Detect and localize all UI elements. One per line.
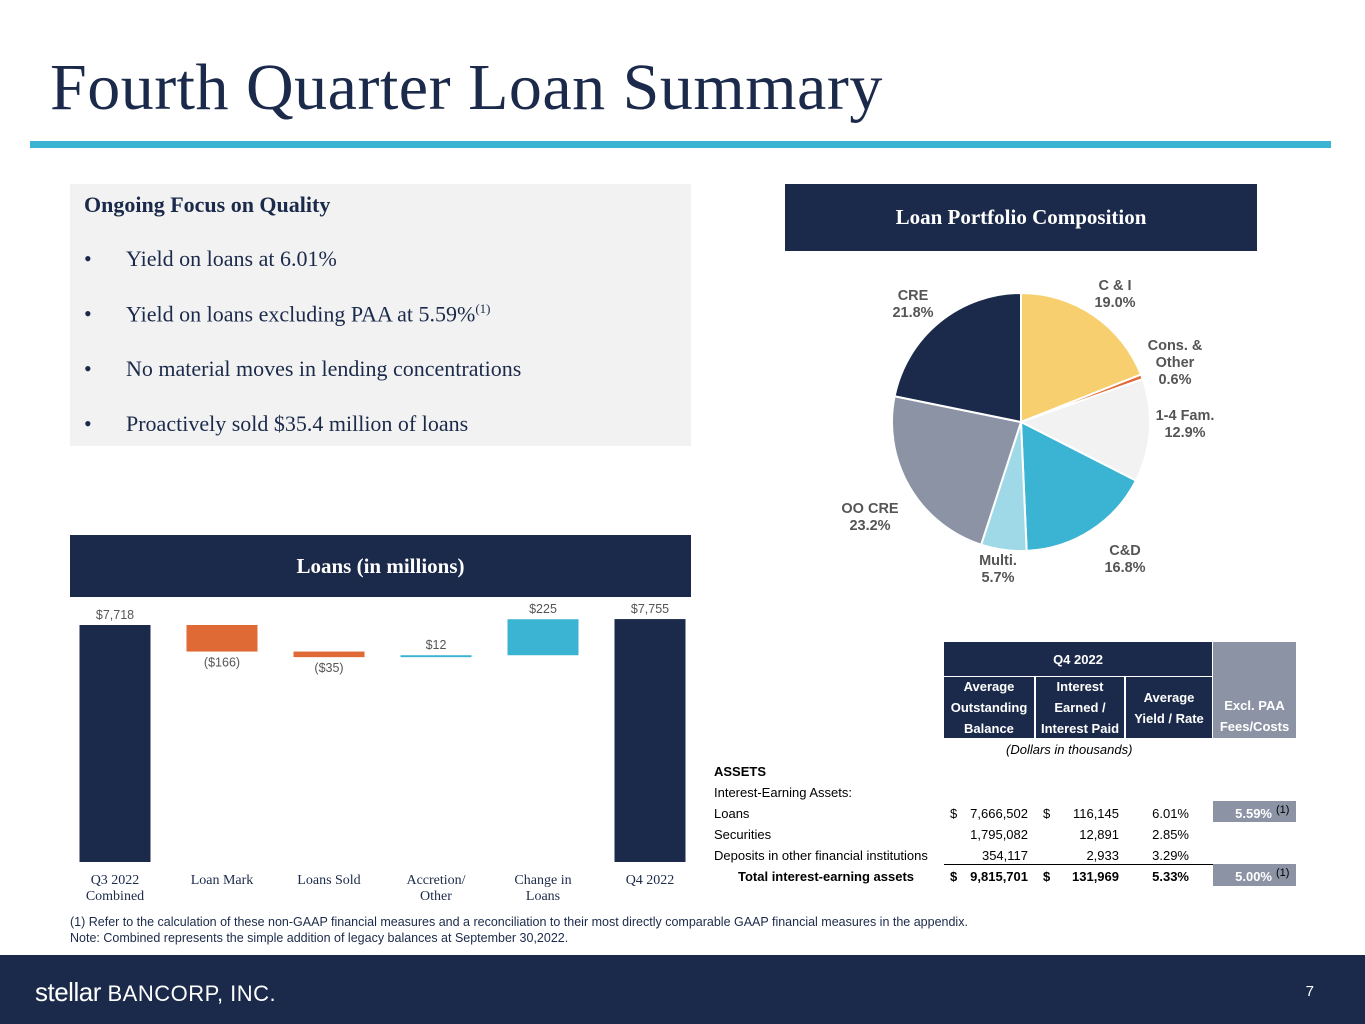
waterfall-bar — [401, 655, 472, 657]
row-label: Loans — [714, 806, 750, 821]
bullet-text: No material moves in lending concentrations — [126, 356, 522, 381]
category-label: Q4 2022 — [625, 873, 675, 888]
yield-value: 5.33% — [1152, 869, 1189, 884]
slice-label: 0.6% — [1158, 372, 1192, 388]
footnote-ref: (1) — [1276, 804, 1290, 816]
balance-value: 7,666,502 — [970, 806, 1028, 821]
slice-label: 5.7% — [981, 570, 1015, 586]
row-label: Securities — [714, 827, 772, 842]
bullet-text: Proactively sold $35.4 million of loans — [126, 411, 469, 436]
bullet-text: Yield on loans at 6.01% — [126, 246, 337, 271]
footer-bar — [0, 955, 1365, 1024]
row-label: Deposits in other financial institutions — [714, 848, 928, 863]
header-line: Yield / Rate — [1134, 710, 1204, 726]
footnote: (1) Refer to the calculation of these non-GAAP financial measures and a reconciliation to their most directly comparable GAAP financial measures in the appendix. — [70, 915, 968, 929]
logo-word: stellar — [35, 977, 101, 1007]
currency: $ — [950, 806, 958, 821]
excl-value: 5.59% — [1235, 806, 1272, 821]
balance-value: 1,795,082 — [970, 827, 1028, 842]
header-line: Earned / — [1054, 700, 1106, 715]
data-label: $7,718 — [95, 608, 135, 622]
header-line: Interest — [1056, 679, 1104, 694]
slice-label: 1-4 Fam. — [1155, 408, 1215, 424]
slice-label: C & I — [1098, 278, 1132, 294]
slice-label: 16.8% — [1104, 560, 1146, 576]
header-line: Interest Paid — [1040, 721, 1120, 736]
balance-header — [944, 677, 1034, 738]
currency: $ — [1043, 806, 1051, 821]
waterfall-chart — [70, 597, 691, 907]
slice-label: Cons. & — [1147, 338, 1203, 354]
header-line: Balance — [964, 721, 1014, 736]
excl-value: 5.00% — [1235, 869, 1272, 884]
bullet-dot: • — [84, 301, 92, 327]
data-label: ($166) — [203, 655, 241, 670]
footnote: Note: Combined represents the simple addition of legacy balances at September 30,2022. — [70, 931, 569, 945]
footnote-ref: (1) — [475, 301, 491, 316]
period-header: Q4 2022 — [944, 642, 1212, 676]
section-label: ASSETS — [714, 764, 767, 779]
page-title: Fourth Quarter Loan Summary — [50, 51, 883, 124]
category-label: Combined — [85, 889, 145, 904]
slice-label: 12.9% — [1164, 425, 1206, 441]
data-label: $225 — [529, 602, 557, 617]
waterfall-bar — [294, 652, 365, 658]
interest-value: 131,969 — [1072, 869, 1119, 884]
currency: $ — [950, 869, 958, 884]
bullet-dot: • — [84, 411, 92, 436]
quality-panel — [70, 184, 691, 446]
bullet-text: Yield on loans excluding PAA at 5.59% — [126, 301, 476, 327]
quality-heading: Ongoing Focus on Quality — [84, 192, 331, 217]
currency: $ — [1043, 869, 1051, 884]
category-label: Q3 2022 — [90, 873, 140, 888]
bullet-item — [84, 411, 468, 437]
yield-value: 6.01% — [1152, 806, 1189, 821]
waterfall-bar — [80, 625, 151, 862]
interest-value: 116,145 — [1072, 806, 1119, 821]
excl-paa-header — [1213, 642, 1296, 738]
yield-value: 2.85% — [1152, 827, 1189, 842]
slice-label: Multi. — [979, 553, 1017, 569]
loans-banner: Loans (in millions) — [70, 535, 691, 597]
header-line: Average — [1143, 689, 1195, 705]
data-label: $12 — [425, 638, 447, 653]
header-line: Outstanding — [950, 700, 1028, 715]
bullet-item — [84, 246, 337, 272]
data-label: $7,755 — [630, 602, 670, 617]
pie-banner: Loan Portfolio Composition — [785, 184, 1257, 251]
slice-label: OO CRE — [841, 501, 899, 517]
slice-label: 23.2% — [849, 518, 891, 534]
subsection-label: Interest-Earning Assets: — [714, 785, 853, 800]
page-number: 7 — [1305, 983, 1314, 1000]
units-note: (Dollars in thousands) — [1006, 742, 1133, 757]
interest-value: 12,891 — [1079, 827, 1119, 842]
data-label: ($35) — [314, 661, 344, 676]
balance-value: 9,815,701 — [970, 869, 1028, 884]
waterfall-bar — [508, 619, 579, 655]
bullet-dot: • — [84, 356, 92, 381]
slice-label: C&D — [1109, 543, 1141, 559]
company-logo — [35, 977, 276, 1008]
slice-label: Other — [1155, 355, 1195, 371]
balance-value: 354,117 — [981, 848, 1028, 863]
header-line: Average — [963, 679, 1015, 694]
header-line: Excl. PAA — [1224, 698, 1285, 713]
header-line: Fees/Costs — [1219, 719, 1290, 734]
category-label: Change in — [514, 873, 572, 888]
interest-header — [1036, 677, 1124, 738]
category-label: Accretion/ — [406, 873, 466, 888]
slice-label: 21.8% — [892, 305, 934, 321]
waterfall-bar — [615, 619, 686, 862]
category-label: Other — [420, 889, 452, 904]
pie-chart — [830, 270, 1270, 600]
bullet-item — [84, 301, 491, 327]
bullet-item — [84, 356, 521, 382]
total-rule — [944, 864, 1214, 865]
category-label: Loans — [525, 889, 561, 904]
title-rule — [30, 141, 1331, 148]
bullet-dot: • — [84, 246, 92, 271]
footnote-ref: (1) — [1276, 867, 1290, 879]
logo-rest: BANCORP, INC. — [107, 981, 277, 1006]
row-label: Total interest-earning assets — [738, 869, 915, 884]
slice-label: 19.0% — [1094, 295, 1136, 311]
category-label: Loans Sold — [297, 873, 361, 888]
category-label: Loan Mark — [190, 873, 254, 888]
interest-value: 2,933 — [1086, 848, 1119, 863]
yield-value: 3.29% — [1152, 848, 1189, 863]
slice-label: CRE — [897, 288, 929, 304]
yield-header — [1126, 677, 1212, 738]
waterfall-bar — [187, 625, 258, 652]
